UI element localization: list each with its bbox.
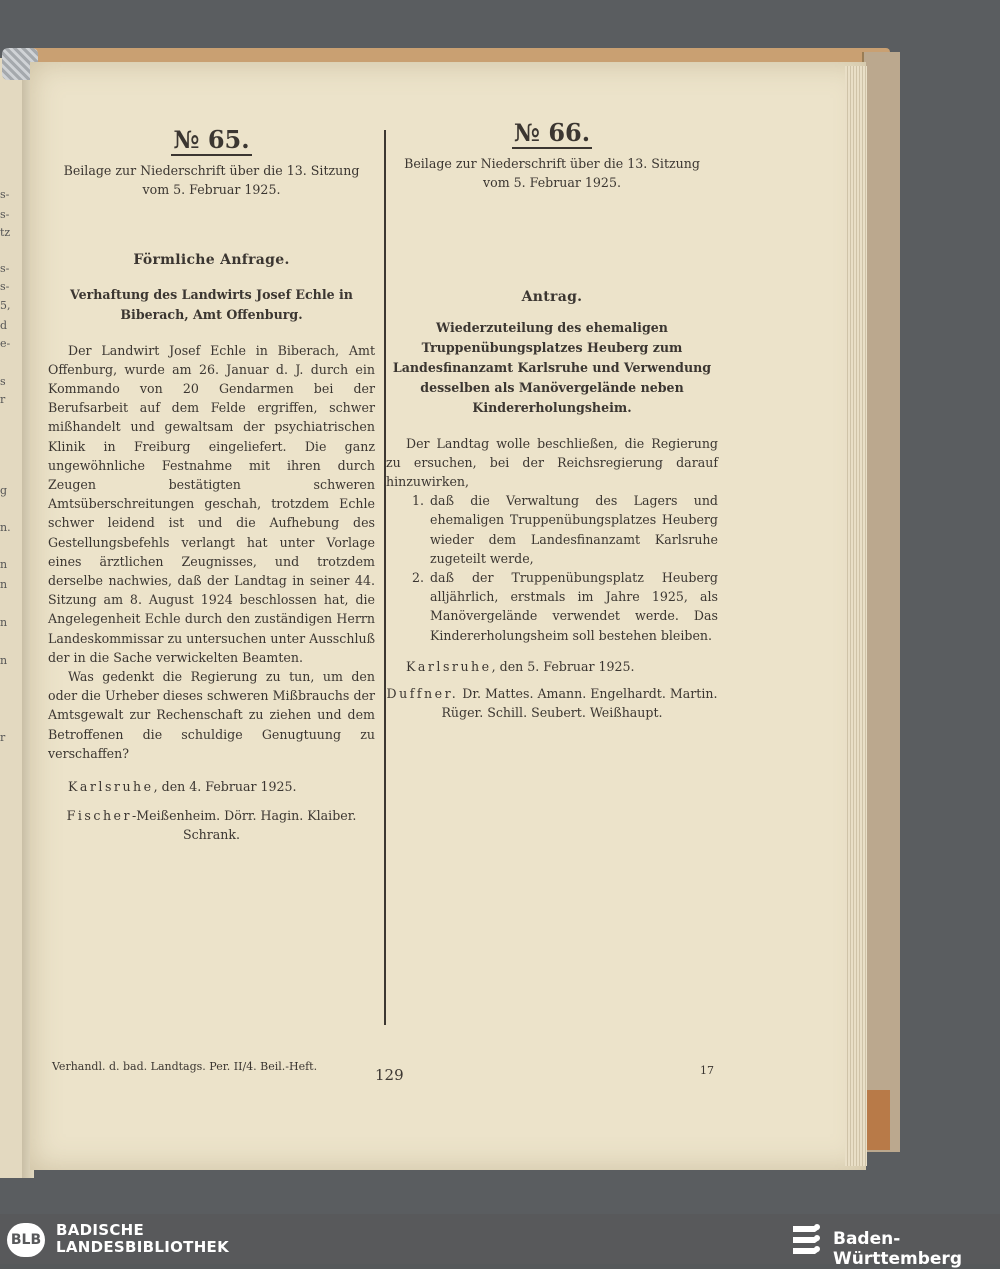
margin-fragment: n <box>0 616 8 629</box>
margin-fragment: g <box>0 484 8 497</box>
library-name-line1: BADISCHE <box>56 1221 145 1239</box>
supplement-note: Beilage zur Niederschrift über die 13. Sitzung vom 5. Februar 1925. <box>63 163 360 198</box>
book-cover-right-edge <box>862 52 900 1152</box>
document-number: № 66. <box>513 118 591 147</box>
margin-fragment: n. <box>0 521 11 534</box>
document-66-column <box>386 118 718 722</box>
page-stack-edge <box>845 66 867 1166</box>
date: , den 4. Februar 1925. <box>153 779 297 795</box>
margin-fragment: d <box>0 319 8 332</box>
margin-fragment: r <box>0 393 6 406</box>
margin-fragment: e- <box>0 337 11 350</box>
item-text: daß der Truppenübungsplatz Heuberg alljährlich, erstmals im Jahre 1925, als Manövergelände verwendet werde. Das Kindererholungsheim soll bestehen bleiben. <box>430 570 718 643</box>
library-banner <box>0 1214 1000 1269</box>
margin-fragment: n <box>0 654 8 667</box>
page-number: 129 <box>375 1066 404 1084</box>
lead-signatory: Duffner. <box>386 686 459 702</box>
lead-signatory: Fischer <box>66 808 133 824</box>
library-name[interactable] <box>56 1222 229 1256</box>
request-list <box>386 491 718 645</box>
margin-fragment: s <box>0 375 6 388</box>
lions-coat-of-arms-icon <box>790 1222 824 1258</box>
body-paragraph: Der Landwirt Josef Echle in Biberach, Amt Offenburg, wurde am 26. Januar d. J. durch ein Kommando von 20 Gendarmen bei der Berufsarbeit auf dem Felde ergriffen, schwer mißhandelt und gewaltsam der psychiatrischen Klinik in Freiburg eingeliefert. Die ganz ungewöhnliche Festnahme mit ihren durch Zeugen bestätigten schweren Amtsüberschreitungen geschah, trotzdem Echle schwer leidend ist und die Aufhebung des Gestellungsbefehls verlangt hat unter Vorlage eines ärztlichen Zeugnisses, und trotzdem derselbe nachwies, daß der Landtag in seiner 44. Sitzung am 8. August 1924 beschlossen hat, die Angelegenheit Echle durch den zuständigen Herrn Landeskommissar zu untersuchen unter Ausschluß der in die Sache verwickelten Beamten. <box>48 342 375 665</box>
document-number: № 65. <box>173 125 250 154</box>
blb-logo[interactable]: BLB <box>7 1223 45 1257</box>
margin-fragment: s- <box>0 208 10 221</box>
item-text: daß die Verwaltung des Lagers und ehemaligen Truppenübungsplatzes Heuberg wieder dem Landesfinanzamt Karlsruhe zugeteilt werde, <box>430 493 718 566</box>
footer-source: Verhandl. d. bad. Landtags. Per. II/4. Beil.-Heft. <box>52 1060 318 1073</box>
supplement-note: Beilage zur Niederschrift über die 13. Sitzung vom 5. Februar 1925. <box>404 156 700 191</box>
date: , den 5. Februar 1925. <box>491 658 635 674</box>
margin-fragment: 5, <box>0 299 11 312</box>
library-name-line2: LANDESBIBLIOTHEK <box>56 1238 230 1256</box>
document-type: Antrag. <box>521 289 583 306</box>
signatures <box>48 806 375 844</box>
document-title: Wiederzuteilung des ehemaligen Truppenübungsplatzes Heuberg zum Landesfinanzamt Karlsruhe und Verwendung desselben als Manövergelände neben Kindererholungsheim. <box>392 319 712 415</box>
margin-fragment: s- <box>0 188 10 201</box>
place-date <box>386 657 718 676</box>
document-65-column <box>48 125 375 845</box>
state-name[interactable]: Baden-Württemberg <box>833 1229 962 1269</box>
margin-fragment: tz <box>0 226 11 239</box>
document-title: Verhaftung des Landwirts Josef Echle in Biberach, Amt Offenburg. <box>70 286 353 322</box>
body-paragraph: Der Landtag wolle beschließen, die Regierung zu ersuchen, bei der Reichsregierung darauf hinzuwirken, <box>386 435 718 490</box>
place: Karlsruhe <box>68 779 154 795</box>
body-paragraph: Was gedenkt die Regierung zu tun, um den oder die Urheber dieses schweren Mißbrauchs der Amtsgewalt zur Rechenschaft zu ziehen und dem Betroffenen die schuldige Genugtuung zu verschaffen? <box>48 669 375 761</box>
item-number: 1. <box>411 493 424 509</box>
margin-fragment: s- <box>0 262 10 275</box>
list-item <box>386 491 718 568</box>
signatures <box>386 684 718 722</box>
place: Karlsruhe <box>406 658 492 674</box>
signature-mark: 17 <box>700 1064 714 1077</box>
item-number: 2. <box>411 570 424 586</box>
margin-fragment: n <box>0 578 8 591</box>
document-type: Förmliche Anfrage. <box>133 252 290 269</box>
list-item <box>386 568 718 645</box>
margin-fragment: n <box>0 558 8 571</box>
left-page-edge <box>0 58 24 1178</box>
place-date <box>48 777 375 796</box>
margin-fragment: r <box>0 731 6 744</box>
signatory-list: Dr. Mattes. Amann. Engelhardt. Martin. Rüger. Schill. Seubert. Weißhaupt. <box>441 686 718 721</box>
margin-fragment: s- <box>0 280 10 293</box>
signatory-list: -Meißenheim. Dörr. Hagin. Klaiber. Schrank. <box>132 808 357 843</box>
